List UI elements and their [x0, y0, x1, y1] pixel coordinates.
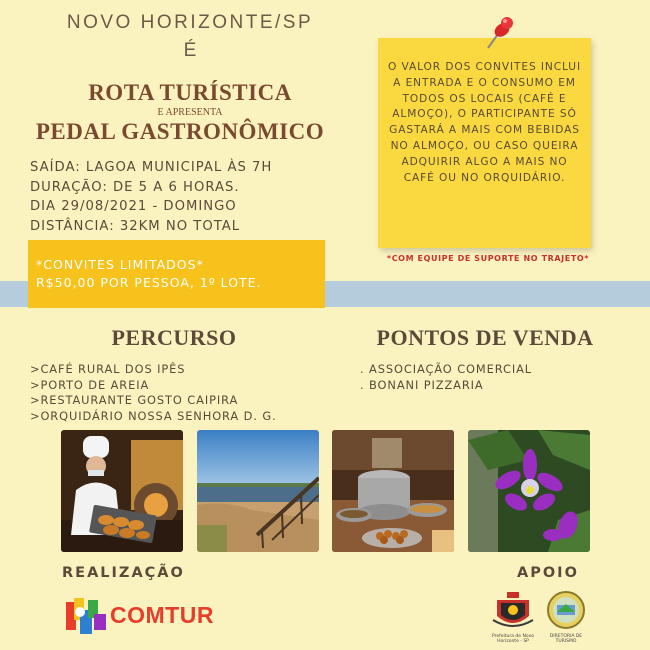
apresenta-text: E APRESENTA: [157, 107, 223, 118]
percurso-list: [30, 362, 340, 424]
info-line: DISTÂNCIA: 32KM NO TOTAL: [30, 218, 241, 234]
info-line: DURAÇÃO: DE 5 A 6 HORAS.: [30, 179, 240, 195]
comtur-logo: [62, 592, 237, 640]
sticky-note: [378, 38, 591, 248]
prefeitura-seal: [491, 590, 535, 644]
list-item: >PORTO DE AREIA: [30, 377, 150, 392]
pontos-list: [360, 362, 620, 393]
list-item: >ORQUIDÁRIO NOSSA SENHORA D. G.: [30, 408, 277, 423]
note-text: O VALOR DOS CONVITES INCLUI A ENTRADA E O CONSUMO EM TODOS OS LOCAIS (CAFÉ E ALMOÇO), O PARTICIPANTE SÓ GASTARÁ A MAIS COM BEBIDAS NO ALMOÇO, OU CASO QUEIRA ADQUIRIR ALGO A MAIS NO CAFÉ OU NO ORQUIDÁRIO.: [388, 61, 581, 184]
city-title: NOVO HORIZONTE/SP: [66, 12, 314, 33]
photo-baker: [61, 430, 183, 552]
info-line: DIA 29/08/2021 - DOMINGO: [30, 199, 237, 214]
convites-box: [28, 240, 325, 308]
event-info: [30, 158, 350, 236]
list-item: . BONANI PIZZARIA: [360, 377, 484, 392]
convites-line1: *CONVITES LIMITADOS*: [36, 257, 204, 272]
pontos-title: PONTOS DE VENDA: [376, 325, 594, 350]
seal2-caption: DIRETORIA DE TURISMO: [549, 634, 583, 644]
realizacao-label: REALIZAÇÃO: [62, 565, 185, 581]
suporte-text: *COM EQUIPE DE SUPORTE NO TRAJETO*: [386, 254, 590, 263]
event-title: PEDAL GASTRONÔMICO: [35, 119, 325, 144]
photo-orchid: [468, 430, 590, 552]
info-line: SAÍDA: LAGOA MUNICIPAL ÀS 7H: [30, 160, 273, 175]
turismo-seal: [541, 590, 591, 644]
photo-food: [332, 430, 454, 552]
list-item: >RESTAURANTE GOSTO CAIPIRA: [30, 393, 239, 407]
convites-line2: R$50,00 POR PESSOA, 1º LOTE.: [36, 275, 262, 290]
rota-title: ROTA TURÍSTICA: [88, 80, 292, 105]
list-item: >CAFÉ RURAL DOS IPÊS: [30, 362, 186, 376]
seal1-caption: Prefeitura de Novo Horizonte - SP: [491, 634, 534, 644]
photo-lake: [197, 430, 319, 552]
pushpin-icon: [478, 14, 518, 54]
comtur-text: COMTUR: [110, 602, 214, 628]
list-item: . ASSOCIAÇÃO COMERCIAL: [360, 362, 533, 376]
apoio-label: APOIO: [517, 565, 579, 581]
percurso-title: PERCURSO: [111, 325, 237, 350]
connector-text: É: [183, 40, 197, 61]
